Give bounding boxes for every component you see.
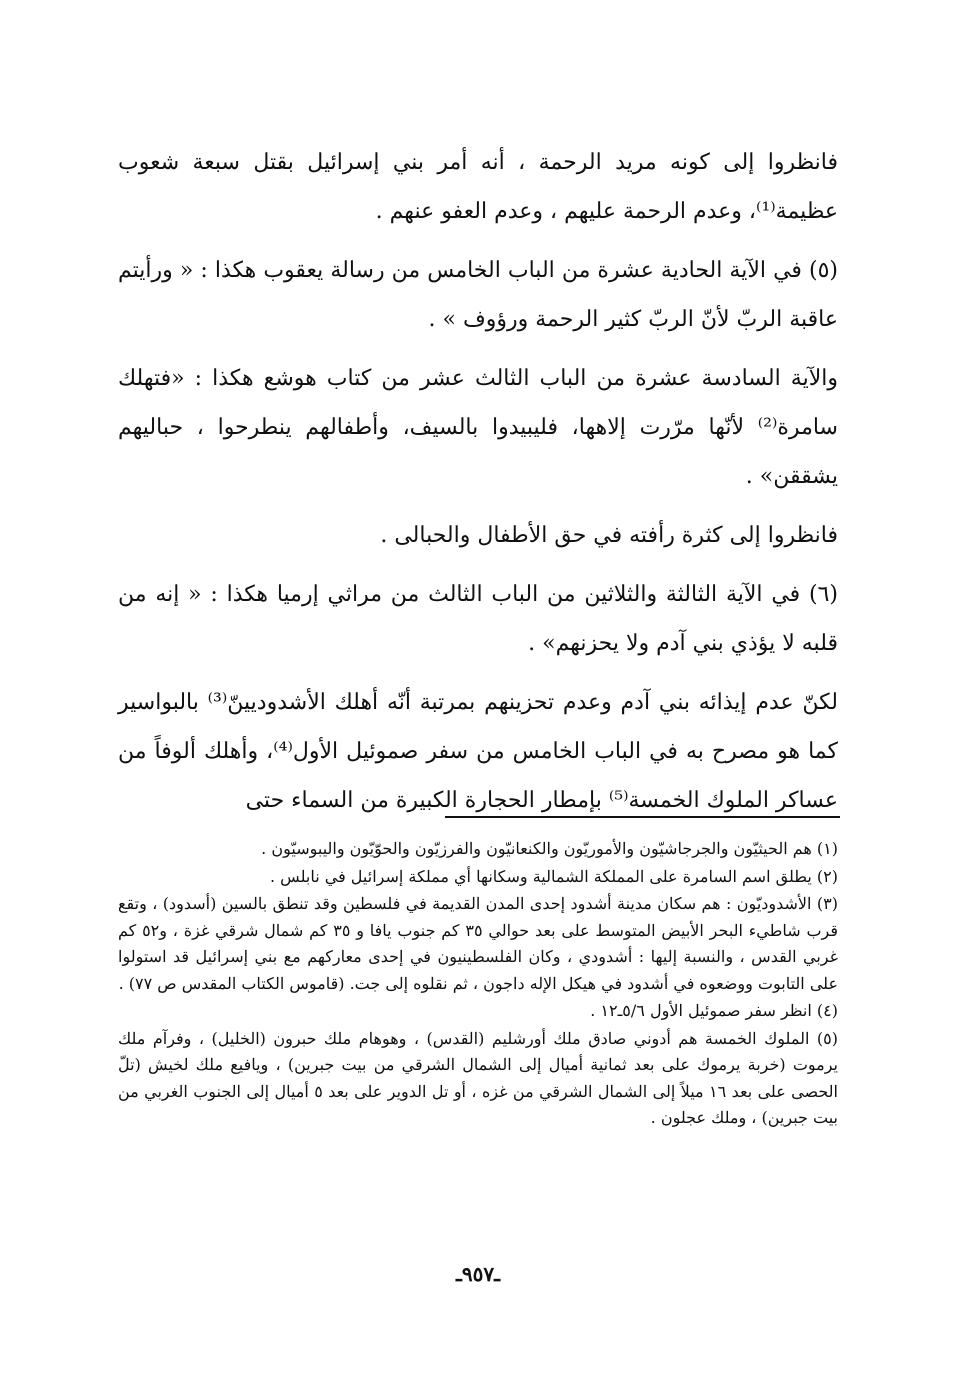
paragraph-2: (٥) في الآية الحادية عشرة من الباب الخامس من رسالة يعقوب هكذا : « ورأيتم عاقبة الربّ لأنّ الربّ كثير الرحمة ورؤوف » . xyxy=(118,258,838,332)
footnote-4: (٤) انظر سفر صموئيل الأول ٥/٦ـ١٢ . xyxy=(590,1001,838,1020)
paragraph-4: فانظروا إلى كثرة رأفته في حق الأطفال والحبالى . xyxy=(380,523,838,548)
footnote-1: (١) هم الحيثيّون والجرجاشيّون والأموريّون والكنعانيّون والفرزيّون والحوّيّون واليبوسيّون . xyxy=(261,839,838,858)
footnotes xyxy=(118,836,838,1133)
footnote-3: (٣) الأشدوديّون : هم سكان مدينة أشدود إحدى المدن القديمة في فلسطين وقد تنطق بالسين (أسدود) ، وتقع قرب شاطيء البحر الأبيض المتوسط على بعد حوالي ٣٥ كم جنوب يافا و ٣٥ كم شمال شرقي غزة ، و٥٢ كم غربي القدس ، والنسبة إليها : أشدودي ، وكان الفلسطينيون في إحدى معاركهم مع بني إسرائيل قد استولوا على التابوت ووضعوه في أشدود في هيكل الإله داجون ، ثم نقلوه إلى جت. (قاموس الكتاب المقدس ص ٧٧) . xyxy=(118,894,839,993)
paragraph-1: فانظروا إلى كونه مريد الرحمة ، أنه أمر بني إسرائيل بقتل سبعة شعوب عظيمة⁽¹⁾، وعدم الرحمة عليهم ، وعدم العفو عنهم . xyxy=(118,150,838,224)
paragraph-3: والآية السادسة عشرة من الباب الثالث عشر من كتاب هوشع هكذا : «فتهلك سامرة⁽²⁾ لأنّها مرّرت إلاهها، فليبيدوا بالسيف، وأطفالهم ينطرحوا ، حباليهم يشققن» . xyxy=(118,366,838,489)
main-text xyxy=(118,138,838,835)
paragraph-5: (٦) في الآية الثالثة والثلاثين من الباب الثالث من مراثي إرميا هكذا : « إنه من قلبه لا يؤذي بني آدم ولا يحزنهم» . xyxy=(118,582,838,656)
footnote-divider xyxy=(445,816,840,818)
footnote-2: (٢) يطلق اسم السامرة على المملكة الشمالية وسكانها أي مملكة إسرائيل في نابلس . xyxy=(270,866,838,886)
paragraph-6: لكنّ عدم إيذائه بني آدم وعدم تحزينهم بمرتبة أنّه أهلك الأشدوديينّ⁽³⁾ بالبواسير كما هو مصرح به في الباب الخامس من سفر صموئيل الأول⁽⁴⁾، وأهلك ألوفاً من عساكر الملوك الخمسة⁽⁵⁾ بإمطار الحجارة الكبيرة من السماء حتى xyxy=(118,690,839,813)
footnote-5: (٥) الملوك الخمسة هم أدوني صادق ملك أورشليم (القدس) ، وهوهام ملك حبرون (الخليل) ، وفرآم ملك يرموت (خربة يرموك على بعد ثمانية أميال إلى الشمال الشرقي من بيت جبرين) ، ويافيع ملك لخيش (تلّ الحصى على بعد ١٦ ميلاً إلى الشمال الشرقي من غزه ، أو تل الدوير على بعد ٥ أميال إلى الجنوب الغربي من بيت جبرين) ، وملك عجلون . xyxy=(118,1028,839,1127)
page-number: ـ٩٥٧ـ xyxy=(456,1262,500,1286)
